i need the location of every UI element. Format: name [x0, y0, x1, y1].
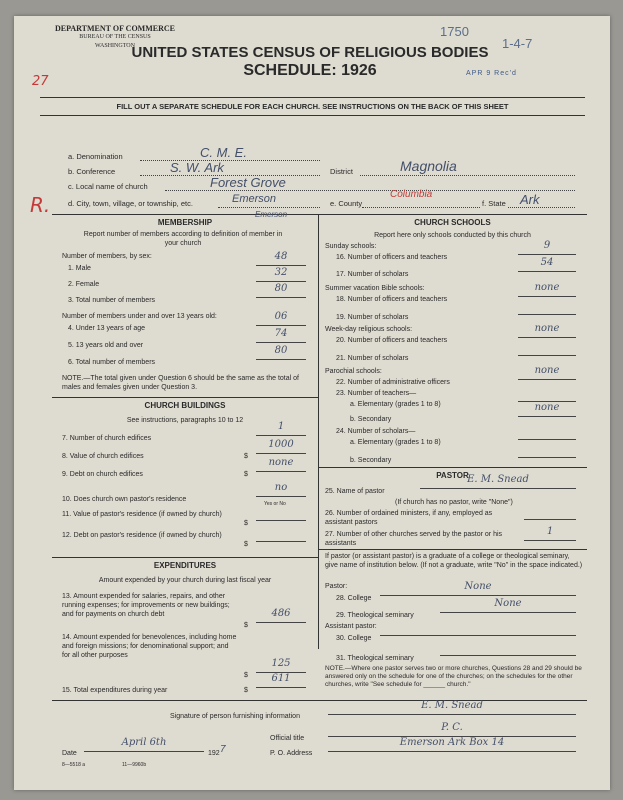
form-title: UNITED STATES CENSUS OF RELIGIOUS BODIES: [131, 44, 489, 61]
q16-label: 16. Number of officers and teachers: [336, 254, 448, 261]
q25-note: (If church has no pastor, write "None"): [395, 499, 513, 506]
q31-label: 31. Theological seminary: [336, 655, 414, 662]
red-mark-r: R.: [30, 193, 51, 217]
q19-answer[interactable]: [518, 303, 576, 315]
q7-label: 7. Number of church edifices: [62, 435, 152, 442]
q24b-label: b. Secondary: [350, 457, 392, 464]
local-name-value: Forest Grove: [210, 175, 286, 190]
footer-top-rule: [52, 700, 587, 701]
conference-value: S. W. Ark: [170, 160, 224, 175]
summer-schools: Summer vacation Bible schools:: [325, 285, 425, 292]
date-label: Date: [62, 750, 77, 757]
q28-answer[interactable]: [380, 581, 576, 596]
membership-note: NOTE.—The total given under Question 6 should be the same as the total of males and females given under Question 3.: [62, 375, 299, 391]
q3-value: 80: [274, 283, 288, 294]
q14-value: 125: [271, 658, 291, 669]
q5-label: 5. 13 years old and over: [68, 342, 144, 349]
column-divider: [318, 214, 319, 649]
q9-value: none: [268, 457, 294, 468]
q26-answer[interactable]: [524, 508, 576, 520]
sections-top-rule: [52, 214, 587, 215]
q23b-answer[interactable]: [518, 402, 576, 417]
q23b-value: none: [534, 402, 560, 413]
q8-label: 8. Value of church edifices: [62, 453, 144, 460]
address-field[interactable]: [328, 737, 576, 752]
signature-field[interactable]: [328, 700, 576, 715]
state-value: Ark: [520, 192, 540, 207]
buildings-sub: See instructions, paragraphs 10 to 12: [126, 417, 244, 424]
q18-value: none: [534, 282, 560, 293]
q27-answer[interactable]: [524, 526, 576, 541]
city-line: [218, 207, 320, 208]
print-job-code: 11—9960b: [122, 762, 147, 768]
q13-label: 13. Amount expended for salaries, repairs, and other running expenses; for improvements or new buildings; and for payments on church debt: [62, 593, 230, 618]
county-line: [362, 207, 480, 208]
q6-answer[interactable]: [256, 345, 306, 360]
pastor-note: NOTE.—Where one pastor serves two or more churches, Questions 28 and 29 should be answered only on the schedule for one of the churches; on the schedules for the other churches, write "See schedule for ______ church.": [325, 665, 582, 688]
q15-value: 611: [271, 673, 291, 684]
q3-label: 3. Total number of members: [68, 297, 156, 304]
q24-label: 24. Number of scholars—: [336, 428, 416, 435]
q7-value: 1: [277, 421, 285, 432]
official-title-field[interactable]: [328, 722, 576, 737]
pastor-sublabel: Pastor:: [325, 583, 348, 590]
state-label: f. State: [482, 199, 506, 208]
q29-answer[interactable]: [440, 598, 576, 613]
year-value: 7: [220, 744, 226, 755]
q16-answer[interactable]: [518, 240, 576, 255]
bureau-city: WASHINGTON: [95, 43, 135, 49]
q5-value: 74: [274, 328, 288, 339]
age-intro: Number of members under and over 13 years old:: [62, 313, 217, 320]
schools-title: CHURCH SCHOOLS: [414, 218, 491, 227]
form-number: 1750: [440, 24, 469, 39]
city-value: Emerson: [232, 193, 277, 205]
department-name: DEPARTMENT OF COMMERCE: [54, 24, 175, 33]
q5-answer[interactable]: [256, 328, 306, 343]
q9-answer[interactable]: [256, 457, 306, 472]
q15-label: 15. Total expenditures during year: [62, 687, 168, 694]
q11-answer[interactable]: [256, 509, 306, 521]
q20-answer[interactable]: [518, 323, 576, 338]
q22-label: 22. Number of administrative officers: [336, 379, 450, 386]
q25-value: E. M. Snead: [467, 474, 529, 485]
q18-answer[interactable]: [518, 282, 576, 297]
q23b-label: b. Secondary: [350, 416, 392, 423]
q30-answer[interactable]: [380, 624, 576, 636]
q24a-label: a. Elementary (grades 1 to 8): [350, 439, 441, 446]
q28-value: None: [464, 581, 492, 592]
q10-answer[interactable]: [256, 482, 306, 497]
q27-label: 27. Number of other churches served by the pastor or his assistants: [325, 531, 503, 547]
official-title-value: P. C.: [441, 722, 463, 733]
q8-value: 1000: [268, 439, 294, 450]
q9-dollar: $: [244, 471, 248, 478]
instruction-banner: FILL OUT A SEPARATE SCHEDULE FOR EACH CHURCH. SEE INSTRUCTIONS ON THE BACK OF THIS SHEET: [40, 97, 585, 116]
q14-answer[interactable]: [256, 658, 306, 673]
district-value: Magnolia: [400, 158, 457, 174]
denomination-line: [140, 160, 320, 161]
members-by-sex: Number of members, by sex:: [62, 253, 152, 260]
date-value: April 6th: [121, 737, 167, 748]
q8-dollar: $: [244, 453, 248, 460]
form-subtitle: SCHEDULE: 1926: [243, 62, 377, 79]
expenditures-title: EXPENDITURES: [153, 561, 217, 570]
signature-label: Signature of person furnishing information: [170, 713, 300, 720]
q13-value: 486: [271, 608, 291, 619]
local-name-label: c. Local name of church: [68, 182, 148, 191]
q6-label: 6. Total number of members: [68, 359, 156, 366]
q1-value: 48: [274, 251, 288, 262]
expenditures-top-rule: [52, 557, 318, 558]
district-label: District: [330, 167, 353, 176]
q23a-answer[interactable]: [518, 390, 576, 402]
q20-label: 20. Number of officers and teachers: [336, 337, 448, 344]
q11-dollar: $: [244, 520, 248, 527]
q27-value: 1: [546, 526, 554, 537]
pastor-top-rule: [318, 467, 587, 468]
q12-dollar: $: [244, 541, 248, 548]
q1-answer[interactable]: [256, 251, 306, 266]
q2-answer[interactable]: [256, 267, 306, 282]
q22-value: none: [534, 365, 560, 376]
conference-label: b. Conference: [68, 167, 116, 176]
q20-value: none: [534, 323, 560, 334]
weekday-schools: Week-day religious schools:: [325, 326, 413, 333]
q6-value: 80: [274, 345, 288, 356]
denomination-value: C. M. E.: [200, 145, 247, 160]
red-mark-27: 27: [32, 74, 49, 89]
q28-label: 28. College: [336, 595, 372, 602]
q11-label: 11. Value of pastor's residence (if owned by church): [62, 511, 222, 518]
q3-answer[interactable]: [256, 283, 306, 298]
sunday-schools: Sunday schools:: [325, 243, 377, 250]
q10-value: no: [274, 482, 288, 493]
form-print-code: 8—5518 a: [62, 762, 86, 768]
q16-value: 9: [543, 240, 551, 251]
official-title-label: Official title: [270, 735, 305, 742]
q14-dollar: $: [244, 672, 248, 679]
q22-answer[interactable]: [518, 365, 576, 380]
graduate-note: If pastor (or assistant pastor) is a graduate of a college or theological seminary, give name of institution below. (If not a graduate, write "No" in the space indicated.): [325, 553, 583, 569]
city-label: d. City, town, village, or township, etc.: [68, 199, 193, 208]
state-line: [508, 207, 575, 208]
local-name-line: [165, 190, 575, 191]
q12-label: 12. Debt on pastor's residence (if owned by church): [62, 532, 222, 539]
q17-value: 54: [540, 257, 554, 268]
q2-value: 32: [274, 267, 288, 278]
denomination-label: a. Denomination: [68, 152, 123, 161]
q31-answer[interactable]: [440, 644, 576, 656]
q29-label: 29. Theological seminary: [336, 612, 414, 619]
q29-value: None: [494, 598, 522, 609]
q17-answer[interactable]: [518, 257, 576, 272]
schools-intro: Report here only schools conducted by this church: [374, 232, 531, 239]
district-line: [360, 175, 575, 176]
form-code: 1-4-7: [502, 36, 533, 51]
q24b-answer[interactable]: [518, 446, 576, 458]
city-extra-value: Emerson: [255, 210, 288, 219]
q30-label: 30. College: [336, 635, 372, 642]
q26-label: 26. Number of ordained ministers, if any, employed as assistant pastors: [325, 510, 493, 526]
membership-intro: Report number of members according to definition of member in your church: [83, 231, 283, 247]
q8-answer[interactable]: [256, 439, 306, 454]
q1-label: 1. Male: [68, 265, 91, 272]
q15-answer[interactable]: [256, 673, 306, 688]
q24a-answer[interactable]: [518, 428, 576, 440]
date-field[interactable]: [84, 737, 204, 752]
pastor-title: PASTOR: [436, 471, 469, 480]
received-stamp: APR 9 Rec'd: [466, 70, 517, 77]
q13-answer[interactable]: [256, 608, 306, 623]
q18-label: 18. Number of officers and teachers: [336, 296, 448, 303]
signature-value: E. M. Snead: [421, 700, 483, 711]
address-label: P. O. Address: [270, 750, 313, 757]
q21-answer[interactable]: [518, 344, 576, 356]
membership-title: MEMBERSHIP: [157, 218, 213, 227]
q10-label: 10. Does church own pastor's residence: [62, 496, 187, 503]
q7-answer[interactable]: [256, 421, 306, 436]
q17-label: 17. Number of scholars: [336, 271, 409, 278]
q12-answer[interactable]: [256, 530, 306, 542]
q15-dollar: $: [244, 687, 248, 694]
assistant-sublabel: Assistant pastor:: [325, 623, 377, 630]
county-label: e. County: [330, 199, 363, 208]
q4-label: 4. Under 13 years of age: [68, 325, 146, 332]
parochial-schools: Parochial schools:: [325, 368, 382, 375]
q13-dollar: $: [244, 622, 248, 629]
buildings-top-rule: [52, 397, 318, 398]
address-value: Emerson Ark Box 14: [399, 737, 505, 748]
q2-label: 2. Female: [68, 281, 100, 288]
q4-answer[interactable]: [256, 311, 306, 326]
q23-label: 23. Number of teachers—: [336, 390, 417, 397]
q14-label: 14. Amount expended for benevolences, including home and foreign missions; for denominational support; and for all other purposes: [62, 634, 237, 659]
q23a-label: a. Elementary (grades 1 to 8): [350, 401, 441, 408]
q4-value: 06: [274, 311, 288, 322]
year-label: 192: [208, 750, 220, 757]
buildings-title: CHURCH BUILDINGS: [144, 401, 226, 410]
q19-label: 19. Number of scholars: [336, 314, 409, 321]
expenditures-sub: Amount expended by your church during last fiscal year: [98, 577, 272, 584]
graduate-rule: [318, 549, 587, 550]
q25-label: 25. Name of pastor: [325, 488, 385, 495]
bureau-name: BUREAU OF THE CENSUS: [79, 34, 151, 40]
q9-label: 9. Debt on church edifices: [62, 471, 143, 478]
yes-no-hint: Yes or No: [264, 501, 286, 507]
q21-label: 21. Number of scholars: [336, 355, 409, 362]
county-value: Columbia: [390, 189, 433, 200]
